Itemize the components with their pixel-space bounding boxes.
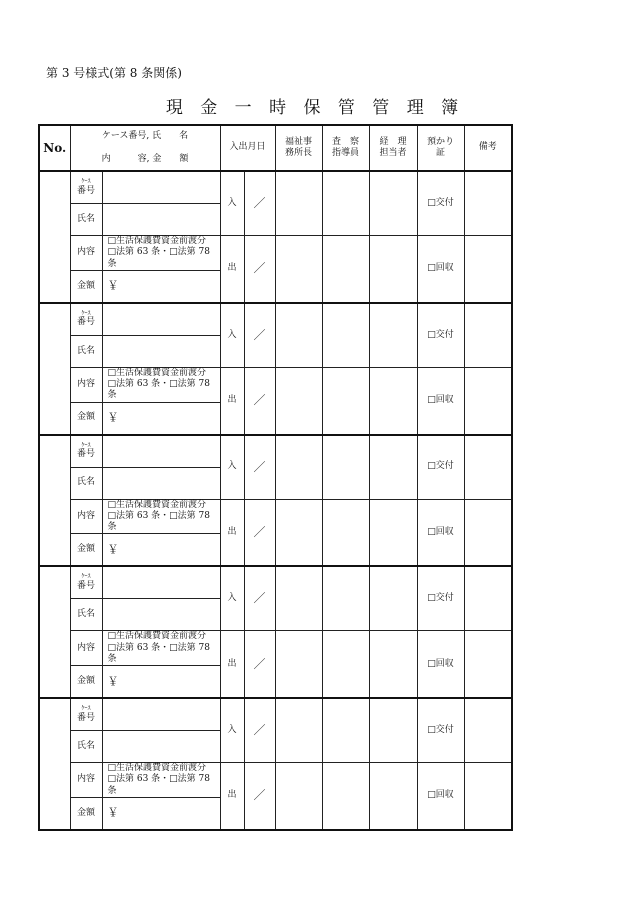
header-no: No. bbox=[39, 125, 70, 171]
collect-checkbox[interactable]: □回収 bbox=[417, 499, 464, 566]
content-option-articles[interactable]: □法第 63 条・□法第 78 条 bbox=[107, 642, 210, 664]
header-case-line2: 内 容, 金 額 bbox=[101, 153, 189, 164]
inspector-seal-out[interactable] bbox=[322, 763, 369, 830]
name-label: 氏名 bbox=[70, 599, 102, 631]
inspector-seal-in[interactable] bbox=[322, 566, 369, 631]
name-label: 氏名 bbox=[70, 467, 102, 499]
case-number-label: ｹｰｽ 番号 bbox=[70, 435, 102, 468]
name-field[interactable] bbox=[102, 731, 220, 763]
accounting-seal-out[interactable] bbox=[369, 367, 417, 434]
out-date-field[interactable]: ／ bbox=[244, 367, 275, 434]
content-option-articles[interactable]: □法第 63 条・□法第 78 条 bbox=[107, 379, 210, 401]
content-option-articles[interactable]: □法第 63 条・□法第 78 条 bbox=[107, 247, 210, 269]
case-number-label: ｹｰｽ 番号 bbox=[70, 171, 102, 204]
out-date-field[interactable]: ／ bbox=[244, 236, 275, 303]
welfare-seal-in[interactable] bbox=[275, 566, 322, 631]
content-label: 内容 bbox=[70, 631, 102, 666]
content-option-articles[interactable]: □法第 63 条・□法第 78 条 bbox=[107, 510, 210, 532]
inspector-seal-in[interactable] bbox=[322, 171, 369, 236]
inspector-seal-out[interactable] bbox=[322, 236, 369, 303]
out-label: 出 bbox=[220, 763, 244, 830]
case-number-label: ｹｰｽ 番号 bbox=[70, 566, 102, 599]
header-welfare-director: 福祉事 務所長 bbox=[275, 125, 322, 171]
accounting-seal-in[interactable] bbox=[369, 171, 417, 236]
case-number-field[interactable] bbox=[102, 698, 220, 731]
inspector-seal-in[interactable] bbox=[322, 303, 369, 368]
accounting-seal-in[interactable] bbox=[369, 303, 417, 368]
case-number-label: ｹｰｽ 番号 bbox=[70, 303, 102, 336]
form-reference: 第 3 号様式(第 8 条関係) bbox=[46, 66, 182, 80]
header-case-info bbox=[70, 125, 220, 171]
row-content bbox=[39, 631, 512, 666]
ledger-table bbox=[38, 124, 513, 831]
remarks-out-field[interactable] bbox=[464, 499, 512, 566]
header-deposit-receipt: 預かり 証 bbox=[417, 125, 464, 171]
inspector-seal-out[interactable] bbox=[322, 499, 369, 566]
issue-checkbox[interactable]: □交付 bbox=[417, 435, 464, 500]
in-label: 入 bbox=[220, 171, 244, 236]
content-label: 内容 bbox=[70, 763, 102, 798]
record-no-cell[interactable] bbox=[39, 303, 70, 435]
row-case-number bbox=[39, 303, 512, 336]
welfare-seal-in[interactable] bbox=[275, 303, 322, 368]
welfare-seal-out[interactable] bbox=[275, 236, 322, 303]
in-label: 入 bbox=[220, 698, 244, 763]
out-label: 出 bbox=[220, 499, 244, 566]
remarks-in-field[interactable] bbox=[464, 566, 512, 631]
amount-label: 金額 bbox=[70, 797, 102, 830]
in-date-field[interactable]: ／ bbox=[244, 435, 275, 500]
collect-checkbox[interactable]: □回収 bbox=[417, 631, 464, 698]
case-number-field[interactable] bbox=[102, 171, 220, 204]
case-number-label: ｹｰｽ 番号 bbox=[70, 698, 102, 731]
content-options[interactable] bbox=[102, 499, 220, 534]
welfare-seal-in[interactable] bbox=[275, 435, 322, 500]
content-label: 内容 bbox=[70, 499, 102, 534]
amount-label: 金額 bbox=[70, 270, 102, 303]
name-field[interactable] bbox=[102, 599, 220, 631]
in-label: 入 bbox=[220, 435, 244, 500]
header-inout-date: 入出月日 bbox=[220, 125, 275, 171]
content-option-advance[interactable]: □生活保護費資金前渡分 bbox=[107, 367, 207, 378]
accounting-seal-in[interactable] bbox=[369, 566, 417, 631]
name-label: 氏名 bbox=[70, 204, 102, 236]
amount-label: 金額 bbox=[70, 402, 102, 435]
content-option-advance[interactable]: □生活保護費資金前渡分 bbox=[107, 236, 207, 246]
remarks-in-field[interactable] bbox=[464, 303, 512, 368]
content-option-advance[interactable]: □生活保護費資金前渡分 bbox=[107, 763, 207, 773]
in-date-field[interactable]: ／ bbox=[244, 171, 275, 236]
header-remarks: 備考 bbox=[464, 125, 512, 171]
amount-field[interactable]: ￥ bbox=[102, 797, 220, 830]
in-date-field[interactable]: ／ bbox=[244, 698, 275, 763]
accounting-seal-out[interactable] bbox=[369, 236, 417, 303]
remarks-out-field[interactable] bbox=[464, 236, 512, 303]
content-option-advance[interactable]: □生活保護費資金前渡分 bbox=[107, 631, 207, 642]
remarks-in-field[interactable] bbox=[464, 171, 512, 236]
name-label: 氏名 bbox=[70, 731, 102, 763]
content-label: 内容 bbox=[70, 367, 102, 402]
out-date-field[interactable]: ／ bbox=[244, 631, 275, 698]
issue-checkbox[interactable]: □交付 bbox=[417, 303, 464, 368]
issue-checkbox[interactable]: □交付 bbox=[417, 698, 464, 763]
amount-field[interactable]: ￥ bbox=[102, 534, 220, 567]
in-date-field[interactable]: ／ bbox=[244, 566, 275, 631]
name-field[interactable] bbox=[102, 335, 220, 367]
record-no-cell[interactable] bbox=[39, 171, 70, 303]
case-number-field[interactable] bbox=[102, 303, 220, 336]
inspector-seal-out[interactable] bbox=[322, 367, 369, 434]
remarks-out-field[interactable] bbox=[464, 763, 512, 830]
out-label: 出 bbox=[220, 367, 244, 434]
accounting-seal-in[interactable] bbox=[369, 435, 417, 500]
inspector-seal-in[interactable] bbox=[322, 698, 369, 763]
amount-field[interactable]: ￥ bbox=[102, 270, 220, 303]
document-title: 現 金 一 時 保 管 管 理 簿 bbox=[165, 98, 465, 118]
record-no-cell[interactable] bbox=[39, 435, 70, 567]
accounting-seal-out[interactable] bbox=[369, 499, 417, 566]
accounting-seal-in[interactable] bbox=[369, 698, 417, 763]
collect-checkbox[interactable]: □回収 bbox=[417, 236, 464, 303]
content-option-advance[interactable]: □生活保護費資金前渡分 bbox=[107, 499, 207, 510]
record-no-cell[interactable] bbox=[39, 698, 70, 830]
row-case-number bbox=[39, 698, 512, 731]
issue-checkbox[interactable]: □交付 bbox=[417, 171, 464, 236]
amount-field[interactable]: ￥ bbox=[102, 666, 220, 699]
in-date-field[interactable]: ／ bbox=[244, 303, 275, 368]
remarks-out-field[interactable] bbox=[464, 631, 512, 698]
remarks-in-field[interactable] bbox=[464, 435, 512, 500]
amount-field[interactable]: ￥ bbox=[102, 402, 220, 435]
remarks-in-field[interactable] bbox=[464, 698, 512, 763]
out-date-field[interactable]: ／ bbox=[244, 763, 275, 830]
row-content bbox=[39, 499, 512, 534]
header-row bbox=[39, 125, 512, 171]
out-label: 出 bbox=[220, 236, 244, 303]
welfare-seal-in[interactable] bbox=[275, 698, 322, 763]
record-no-cell[interactable] bbox=[39, 566, 70, 698]
amount-label: 金額 bbox=[70, 534, 102, 567]
issue-checkbox[interactable]: □交付 bbox=[417, 566, 464, 631]
row-content bbox=[39, 236, 512, 271]
row-case-number bbox=[39, 566, 512, 599]
row-content bbox=[39, 367, 512, 402]
content-options[interactable] bbox=[102, 236, 220, 271]
content-options[interactable] bbox=[102, 631, 220, 666]
header-inspector: 査 察 指導員 bbox=[322, 125, 369, 171]
content-label: 内容 bbox=[70, 236, 102, 271]
welfare-seal-out[interactable] bbox=[275, 367, 322, 434]
collect-checkbox[interactable]: □回収 bbox=[417, 367, 464, 434]
content-options[interactable] bbox=[102, 763, 220, 798]
welfare-seal-out[interactable] bbox=[275, 631, 322, 698]
collect-checkbox[interactable]: □回収 bbox=[417, 763, 464, 830]
accounting-seal-out[interactable] bbox=[369, 763, 417, 830]
case-number-field[interactable] bbox=[102, 566, 220, 599]
row-case-number bbox=[39, 171, 512, 204]
remarks-out-field[interactable] bbox=[464, 367, 512, 434]
inspector-seal-out[interactable] bbox=[322, 631, 369, 698]
out-label: 出 bbox=[220, 631, 244, 698]
in-label: 入 bbox=[220, 303, 244, 368]
accounting-seal-out[interactable] bbox=[369, 631, 417, 698]
name-label: 氏名 bbox=[70, 335, 102, 367]
content-option-articles[interactable]: □法第 63 条・□法第 78 条 bbox=[107, 774, 210, 796]
row-case-number bbox=[39, 435, 512, 468]
case-number-field[interactable] bbox=[102, 435, 220, 468]
welfare-seal-out[interactable] bbox=[275, 499, 322, 566]
inspector-seal-in[interactable] bbox=[322, 435, 369, 500]
welfare-seal-in[interactable] bbox=[275, 171, 322, 236]
content-options[interactable] bbox=[102, 367, 220, 402]
row-content bbox=[39, 763, 512, 798]
welfare-seal-out[interactable] bbox=[275, 763, 322, 830]
header-accounting: 経 理 担当者 bbox=[369, 125, 417, 171]
header-case-line1: ケース番号, 氏 名 bbox=[101, 131, 189, 142]
name-field[interactable] bbox=[102, 467, 220, 499]
in-label: 入 bbox=[220, 566, 244, 631]
amount-label: 金額 bbox=[70, 666, 102, 699]
out-date-field[interactable]: ／ bbox=[244, 499, 275, 566]
name-field[interactable] bbox=[102, 204, 220, 236]
